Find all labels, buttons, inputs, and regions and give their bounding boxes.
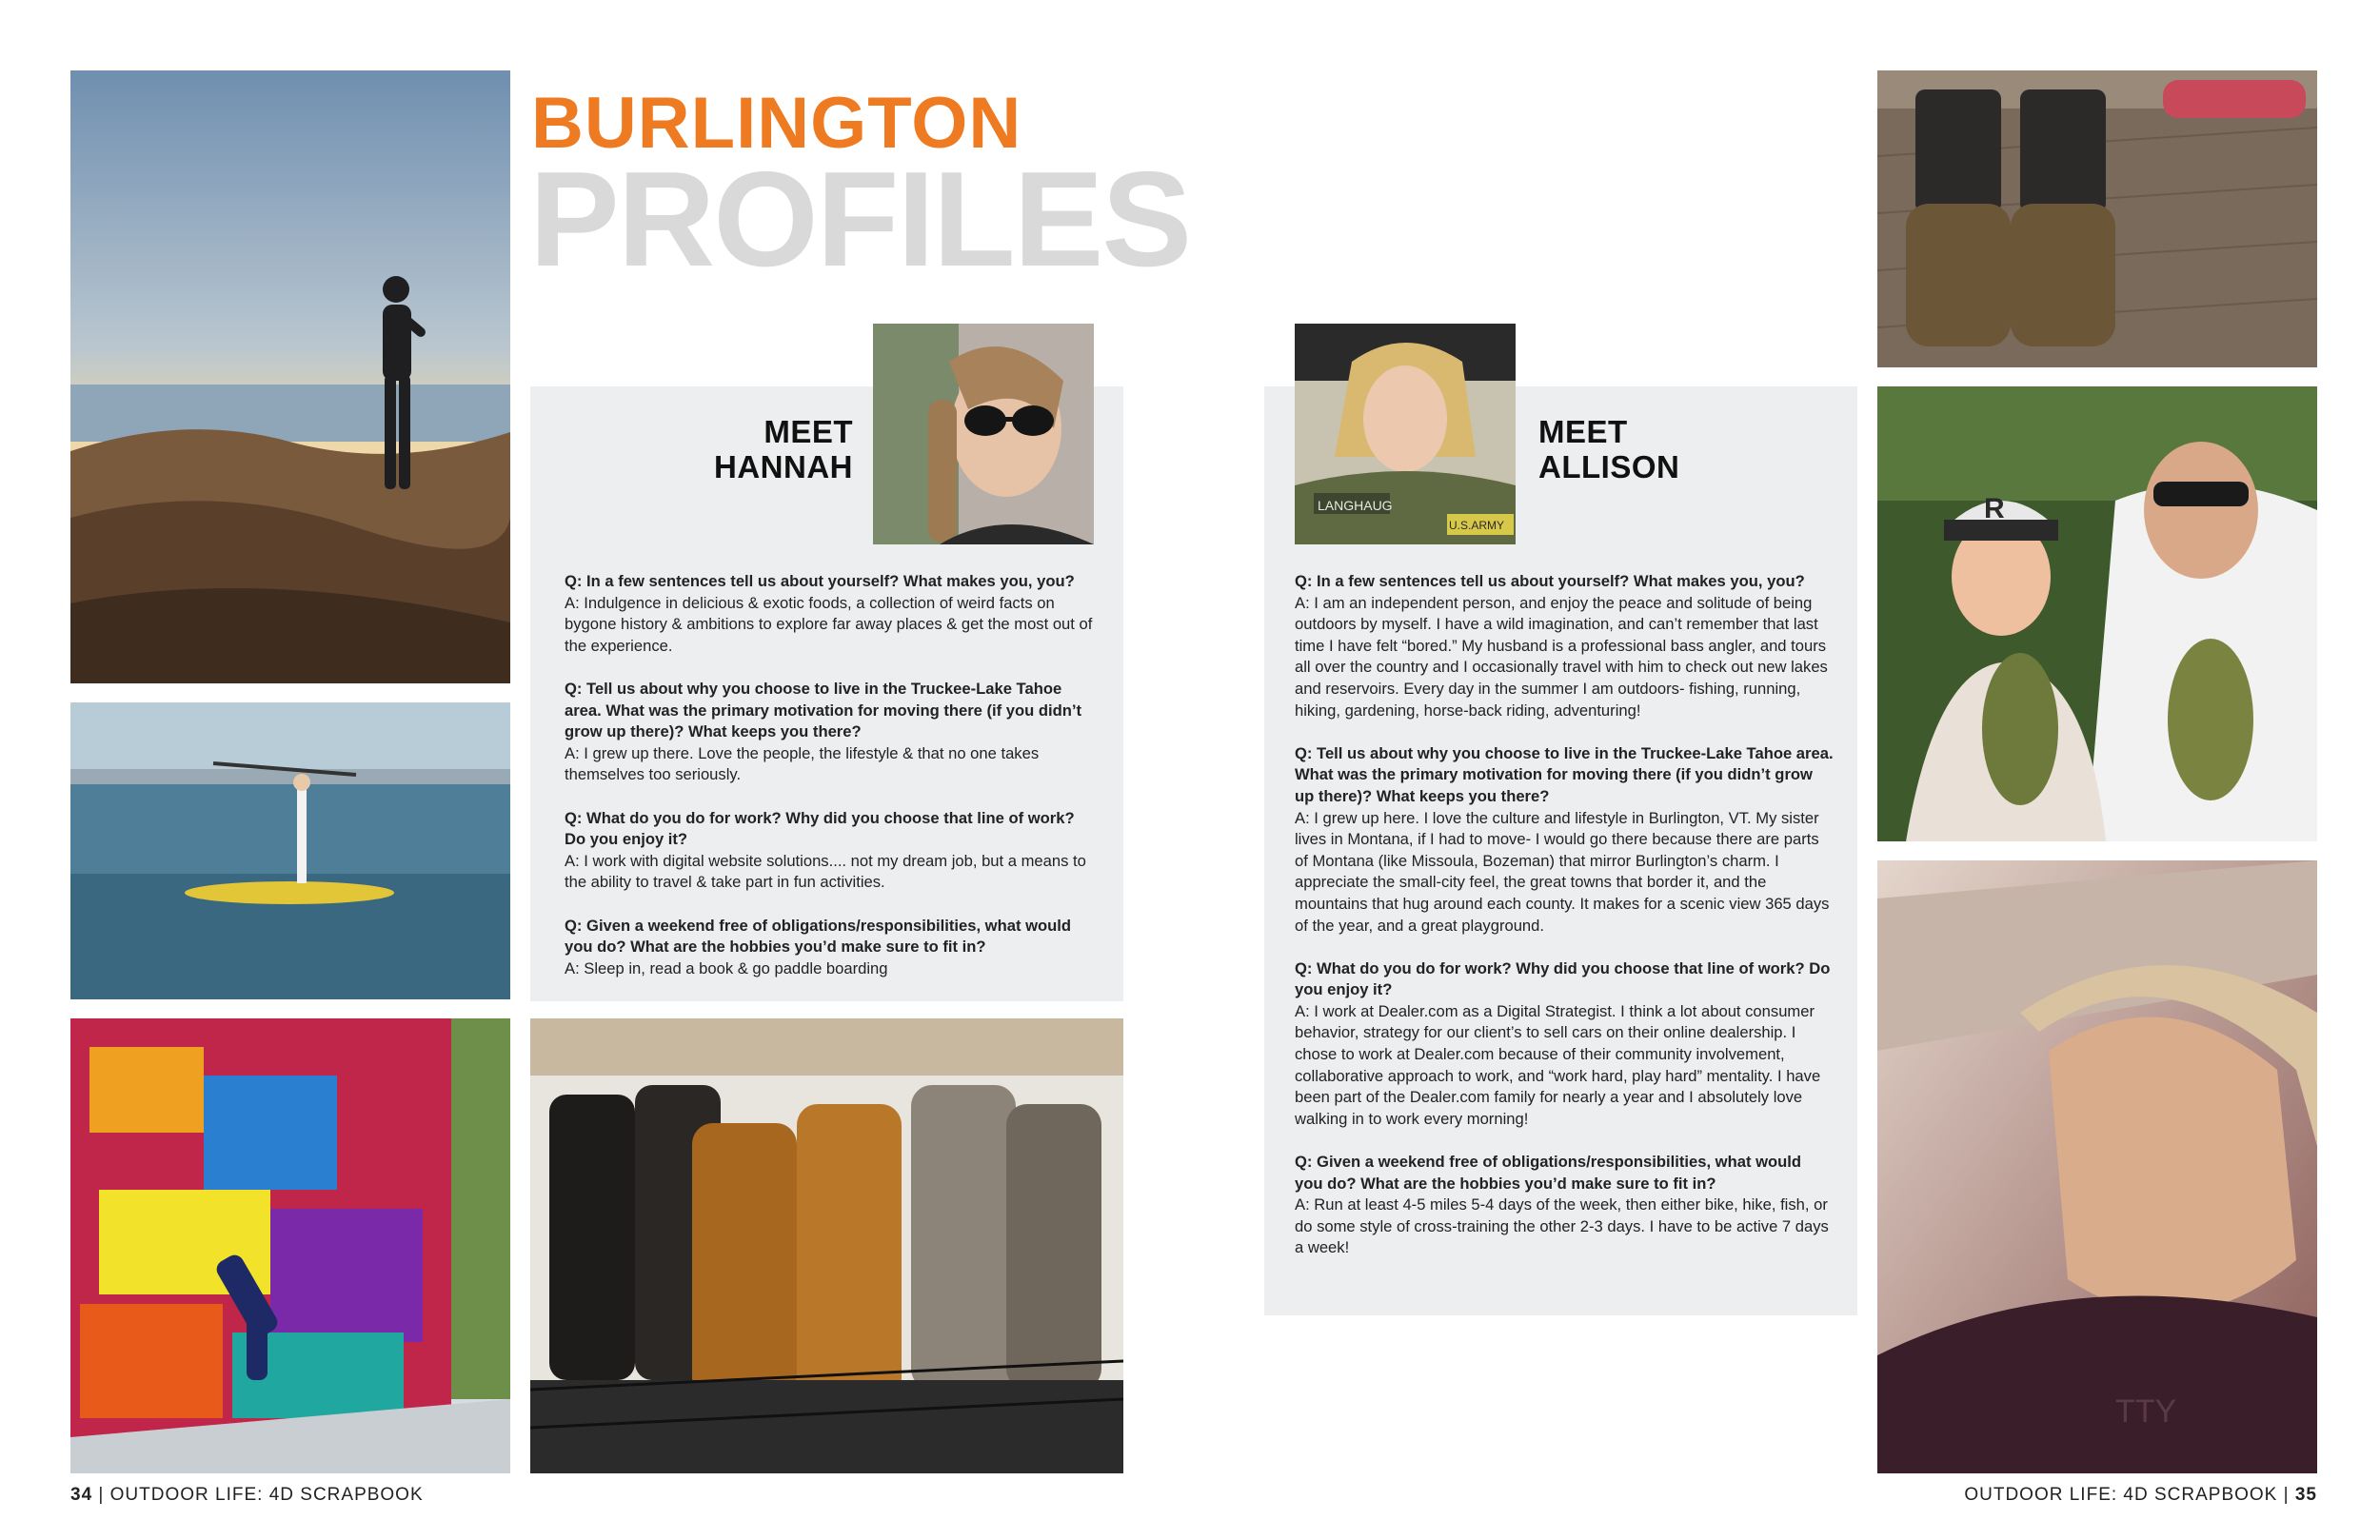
name-label: ALLISON bbox=[1538, 448, 1680, 484]
photo-hiker-mountain bbox=[70, 70, 510, 683]
answer: A: Run at least 4-5 miles 5-4 days of the week, then either bike, hike, fish, or do some style of cross-training the other 2-3 days. I have to be active 7 days a week! bbox=[1295, 1195, 1829, 1257]
patch-name-label: LANGHAUG bbox=[1318, 498, 1393, 513]
cap-logo-label: R bbox=[1984, 493, 2005, 524]
question: Q: What do you do for work? Why did you choose that line of work? Do you enjoy it? bbox=[565, 808, 1075, 849]
qa-hannah bbox=[565, 571, 1098, 1001]
photo-work-boots bbox=[1877, 70, 2317, 367]
photo-allison-portrait bbox=[1295, 324, 1516, 544]
meet-label: MEET bbox=[1538, 414, 1628, 449]
meet-allison-heading bbox=[1538, 415, 1748, 485]
qa-item bbox=[565, 916, 1098, 980]
question: Q: In a few sentences tell us about yourself? What makes you, you? bbox=[1295, 572, 1805, 590]
answer: A: I grew up there. Love the people, the lifestyle & that no one takes themselves too seriously. bbox=[565, 743, 1040, 784]
photo-couple-fish bbox=[1877, 386, 2317, 841]
footer-publication-left: OUTDOOR LIFE: 4D SCRAPBOOK bbox=[109, 1485, 424, 1505]
title-line-profiles: PROFILES bbox=[529, 144, 1191, 295]
qa-allison bbox=[1295, 571, 1834, 1281]
footer-separator: | bbox=[2283, 1485, 2290, 1505]
qa-item bbox=[1295, 571, 1834, 721]
footer-left bbox=[70, 1485, 424, 1506]
answer: A: I work at Dealer.com as a Digital Strategist. I think a lot about consumer behavior, strategy for our client’s to sell cars on their online dealership. I chose to work at Dealer.com because of their community involvement, collaborative approach to work, and “work hard, play hard” mentality. I have been part of the Dealer.com family for nearly a year and I absolutely love walking in to work every morning! bbox=[1295, 1001, 1821, 1128]
qa-item bbox=[1295, 743, 1834, 937]
title-line-burlington: BURLINGTON bbox=[531, 83, 1022, 164]
question: Q: Tell us about why you choose to live in the Truckee-Lake Tahoe area. What was the primary motivation for moving there (if you didn’t grow up there)? What keeps you there? bbox=[565, 679, 1082, 741]
photo-graffiti-wall bbox=[70, 1018, 510, 1473]
qa-item bbox=[1295, 958, 1834, 1131]
qa-item bbox=[565, 679, 1098, 786]
photo-selfie-woman bbox=[1877, 860, 2317, 1473]
question: Q: Given a weekend free of obligations/responsibilities, what would you do? What are the hobbies you’d make sure to fit in? bbox=[1295, 1153, 1802, 1193]
patch-army-label: U.S.ARMY bbox=[1449, 519, 1505, 532]
answer: A: I grew up here. I love the culture and lifestyle in Burlington, VT. My sister lives in Montana, if I had to move- I would go there because there are parts of Montana (like Missoula, Bozeman) that mirror Burlington’s charm. I appreciate the small-city feel, the great towns that border it, and the mountains that hug around each county. It makes for a scenic view 365 days of the year, and a great playground. bbox=[1295, 808, 1830, 935]
meet-hannah-heading bbox=[685, 415, 853, 485]
question: Q: Given a weekend free of obligations/responsibilities, what would you do? What are the hobbies you’d make sure to fit in? bbox=[565, 916, 1072, 957]
answer: A: I work with digital website solutions.... not my dream job, but a means to the ability to travel & take part in fun activities. bbox=[565, 851, 1086, 892]
answer: A: Sleep in, read a book & go paddle boarding bbox=[565, 958, 888, 977]
footer-publication-right: OUTDOOR LIFE: 4D SCRAPBOOK bbox=[1964, 1485, 2278, 1505]
question: Q: What do you do for work? Why did you choose that line of work? Do you enjoy it? bbox=[1295, 958, 1831, 999]
footer-right bbox=[1964, 1485, 2317, 1506]
page-number-right: 35 bbox=[2294, 1485, 2317, 1505]
photo-paddleboard bbox=[70, 702, 510, 999]
photo-boots-rack bbox=[530, 1018, 1123, 1473]
shirt-print-label: TTY bbox=[2115, 1393, 2177, 1430]
qa-item bbox=[1295, 1152, 1834, 1259]
question: Q: In a few sentences tell us about yourself? What makes you, you? bbox=[565, 572, 1075, 590]
answer: A: I am an independent person, and enjoy the peace and solitude of being outdoors by myself. I have a wild imagination, and can’t remember that last time I have felt “bored.” My husband is a professional bass angler, and tours all over the country and I occasionally travel with him to check out new lakes and reservoirs. Every day in the summer I am outdoors- fishing, running, hiking, gardening, horse-back riding, adventuring! bbox=[1295, 593, 1828, 720]
name-label: HANNAH bbox=[714, 448, 853, 484]
footer-separator: | bbox=[98, 1485, 105, 1505]
answer: A: Indulgence in delicious & exotic foods, a collection of weird facts on bygone history & ambitions to explore far away places & get the most out of the experience. bbox=[565, 593, 1093, 655]
question: Q: Tell us about why you choose to live in the Truckee-Lake Tahoe area. What was the primary motivation for moving there (if you didn’t grow up there)? What keeps you there? bbox=[1295, 743, 1834, 805]
meet-label: MEET bbox=[764, 414, 853, 449]
photo-hannah-portrait bbox=[873, 324, 1094, 544]
qa-item bbox=[565, 571, 1098, 657]
qa-item bbox=[565, 808, 1098, 894]
page-number-left: 34 bbox=[70, 1485, 93, 1505]
